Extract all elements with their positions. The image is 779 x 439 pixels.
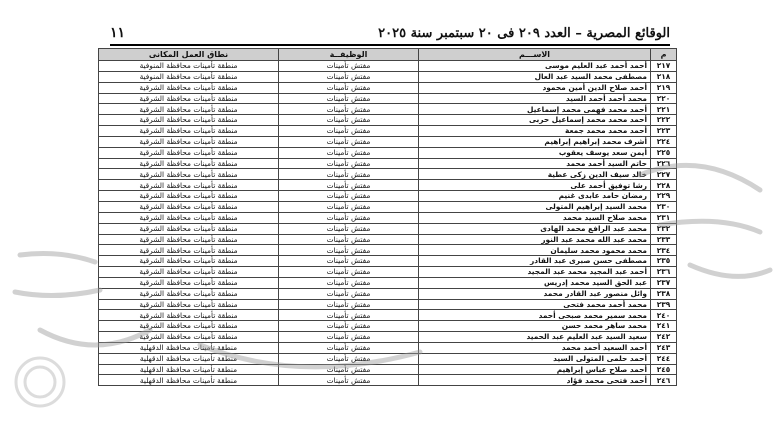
column-header-job: الوظيفــة	[279, 49, 419, 61]
table-row	[99, 288, 677, 299]
employee-name: محمد محمود محمد سليمان	[419, 245, 651, 256]
row-number: ٢٤٠	[651, 310, 677, 321]
employee-name: رمضان حامد عابدى غنيم	[419, 191, 651, 202]
work-location: منطقة تأمينات محافظة الشرقية	[99, 256, 279, 267]
row-number: ٢٣١	[651, 212, 677, 223]
work-location: منطقة تأمينات محافظة الشرقية	[99, 147, 279, 158]
job-title: مفتش تأمينات	[279, 126, 419, 137]
work-location: منطقة تأمينات محافظة المنوفية	[99, 61, 279, 72]
table-row	[99, 82, 677, 93]
row-number: ٢٤٣	[651, 342, 677, 353]
table-row	[99, 158, 677, 169]
work-location: منطقة تأمينات محافظة الدقهلية	[99, 353, 279, 364]
table-header-row	[99, 49, 677, 61]
column-header-number: م	[651, 49, 677, 61]
table-row	[99, 267, 677, 278]
work-location: منطقة تأمينات محافظة الدقهلية	[99, 375, 279, 386]
job-title: مفتش تأمينات	[279, 267, 419, 278]
table-row	[99, 104, 677, 115]
employee-name: أحمد صلاح عباس إبراهيم	[419, 364, 651, 375]
employee-name: أحمد حلمى المتولى السيد	[419, 353, 651, 364]
work-location: منطقة تأمينات محافظة الشرقية	[99, 136, 279, 147]
row-number: ٢٣٤	[651, 245, 677, 256]
table-row	[99, 364, 677, 375]
row-number: ٢٢٧	[651, 169, 677, 180]
row-number: ٢٣٦	[651, 267, 677, 278]
employee-name: محمد عبد الله محمد عبد النور	[419, 234, 651, 245]
work-location: منطقة تأمينات محافظة الشرقية	[99, 299, 279, 310]
page-header	[110, 22, 670, 44]
job-title: مفتش تأمينات	[279, 299, 419, 310]
employee-name: مصطفى محمد السيد عبد العال	[419, 71, 651, 82]
header-rule	[110, 44, 670, 46]
row-number: ٢٢٤	[651, 136, 677, 147]
row-number: ٢٢٦	[651, 158, 677, 169]
table-row	[99, 136, 677, 147]
job-title: مفتش تأمينات	[279, 353, 419, 364]
work-location: منطقة تأمينات محافظة الشرقية	[99, 212, 279, 223]
table-row	[99, 353, 677, 364]
work-location: منطقة تأمينات محافظة الشرقية	[99, 288, 279, 299]
page-number: ١١	[110, 25, 126, 41]
job-title: مفتش تأمينات	[279, 169, 419, 180]
job-title: مفتش تأمينات	[279, 332, 419, 343]
table-row	[99, 321, 677, 332]
employee-name: مصطفى حسن صبرى عبد القادر	[419, 256, 651, 267]
job-title: مفتش تأمينات	[279, 158, 419, 169]
work-location: منطقة تأمينات محافظة الشرقية	[99, 104, 279, 115]
table-row	[99, 310, 677, 321]
job-title: مفتش تأمينات	[279, 136, 419, 147]
table-row	[99, 223, 677, 234]
work-location: منطقة تأمينات محافظة الشرقية	[99, 93, 279, 104]
table-row	[99, 245, 677, 256]
table-row	[99, 256, 677, 267]
employee-name: أحمد صلاح الدين أمين محمود	[419, 82, 651, 93]
row-number: ٢٢٨	[651, 180, 677, 191]
employee-name: محمد ساهر محمد حسن	[419, 321, 651, 332]
work-location: منطقة تأمينات محافظة الشرقية	[99, 158, 279, 169]
row-number: ٢٢٣	[651, 126, 677, 137]
row-number: ٢٢١	[651, 104, 677, 115]
job-title: مفتش تأمينات	[279, 115, 419, 126]
job-title: مفتش تأمينات	[279, 223, 419, 234]
table-row	[99, 277, 677, 288]
row-number: ٢٤٦	[651, 375, 677, 386]
row-number: ٢٤٥	[651, 364, 677, 375]
table-row	[99, 147, 677, 158]
job-title: مفتش تأمينات	[279, 212, 419, 223]
row-number: ٢٢٠	[651, 93, 677, 104]
employee-name: أحمد السعيد أحمد محمد	[419, 342, 651, 353]
employee-name: أحمد فتحى محمد فؤاد	[419, 375, 651, 386]
row-number: ٢٤٢	[651, 332, 677, 343]
table-row	[99, 180, 677, 191]
table-row	[99, 299, 677, 310]
employee-name: أحمد محمد محمد إسماعيل حربى	[419, 115, 651, 126]
employee-name: أحمد أحمد عبد العليم موسى	[419, 61, 651, 72]
job-title: مفتش تأمينات	[279, 342, 419, 353]
employee-name: وائل منصور عبد القادر محمد	[419, 288, 651, 299]
row-number: ٢١٩	[651, 82, 677, 93]
row-number: ٢٢٢	[651, 115, 677, 126]
employee-name: محمد أحمد أحمد السيد	[419, 93, 651, 104]
employee-name: حاتم السيد أحمد محمد	[419, 158, 651, 169]
row-number: ٢٣٣	[651, 234, 677, 245]
job-title: مفتش تأمينات	[279, 364, 419, 375]
work-location: منطقة تأمينات محافظة الشرقية	[99, 169, 279, 180]
job-title: مفتش تأمينات	[279, 147, 419, 158]
employee-name: أشرف محمد إبراهيم إبراهيم	[419, 136, 651, 147]
table-row	[99, 191, 677, 202]
row-number: ٢١٨	[651, 71, 677, 82]
work-location: منطقة تأمينات محافظة الشرقية	[99, 234, 279, 245]
gazette-title: الوقائع المصرية – العدد ٢٠٩ فى ٢٠ سبتمبر سنة ٢٠٢٥	[378, 25, 670, 41]
row-number: ٢٤١	[651, 321, 677, 332]
job-title: مفتش تأمينات	[279, 245, 419, 256]
job-title: مفتش تأمينات	[279, 375, 419, 386]
employee-name: عبد الحق السيد محمد إدريس	[419, 277, 651, 288]
row-number: ٢٣٥	[651, 256, 677, 267]
table-row	[99, 201, 677, 212]
table-row	[99, 169, 677, 180]
employee-name: أيمن سعد يوسف يعقوب	[419, 147, 651, 158]
row-number: ٢٣٨	[651, 288, 677, 299]
job-title: مفتش تأمينات	[279, 288, 419, 299]
row-number: ٢١٧	[651, 61, 677, 72]
job-title: مفتش تأمينات	[279, 256, 419, 267]
column-header-location: نطاق العمل المكانى	[99, 49, 279, 61]
row-number: ٢٢٥	[651, 147, 677, 158]
work-location: منطقة تأمينات محافظة الشرقية	[99, 310, 279, 321]
employee-name: خالد سيف الدين زكى عطية	[419, 169, 651, 180]
work-location: منطقة تأمينات محافظة الشرقية	[99, 277, 279, 288]
employee-name: محمد سمير محمد صبحى أحمد	[419, 310, 651, 321]
job-title: مفتش تأمينات	[279, 180, 419, 191]
job-title: مفتش تأمينات	[279, 201, 419, 212]
work-location: منطقة تأمينات محافظة الشرقية	[99, 201, 279, 212]
job-title: مفتش تأمينات	[279, 234, 419, 245]
job-title: مفتش تأمينات	[279, 321, 419, 332]
table-row	[99, 93, 677, 104]
work-location: منطقة تأمينات محافظة الشرقية	[99, 332, 279, 343]
table-row	[99, 61, 677, 72]
work-location: منطقة تأمينات محافظة الشرقية	[99, 82, 279, 93]
job-title: مفتش تأمينات	[279, 310, 419, 321]
work-location: منطقة تأمينات محافظة الشرقية	[99, 126, 279, 137]
work-location: منطقة تأمينات محافظة الشرقية	[99, 245, 279, 256]
employee-name: محمد عبد الرافع محمد الهادى	[419, 223, 651, 234]
table-row	[99, 212, 677, 223]
job-title: مفتش تأمينات	[279, 71, 419, 82]
job-title: مفتش تأمينات	[279, 277, 419, 288]
employee-name: رشا توفيق أحمد على	[419, 180, 651, 191]
employee-name: أحمد عبد المجيد محمد عبد المجيد	[419, 267, 651, 278]
work-location: منطقة تأمينات محافظة الشرقية	[99, 191, 279, 202]
work-location: منطقة تأمينات محافظة الشرقية	[99, 223, 279, 234]
column-header-name: الاســـم	[419, 49, 651, 61]
employee-name: أحمد محمد محمد جمعة	[419, 126, 651, 137]
work-location: منطقة تأمينات محافظة الشرقية	[99, 115, 279, 126]
employee-name: أحمد محمد فهمى محمد إسماعيل	[419, 104, 651, 115]
work-location: منطقة تأمينات محافظة المنوفية	[99, 71, 279, 82]
work-location: منطقة تأمينات محافظة الشرقية	[99, 180, 279, 191]
work-location: منطقة تأمينات محافظة الدقهلية	[99, 342, 279, 353]
job-title: مفتش تأمينات	[279, 82, 419, 93]
job-title: مفتش تأمينات	[279, 104, 419, 115]
job-title: مفتش تأمينات	[279, 191, 419, 202]
row-number: ٢٣٠	[651, 201, 677, 212]
table-row	[99, 342, 677, 353]
row-number: ٢٤٤	[651, 353, 677, 364]
table-row	[99, 115, 677, 126]
employee-name: محمد أحمد محمد فتحى	[419, 299, 651, 310]
employee-name: محمد صلاح السيد محمد	[419, 212, 651, 223]
table-row	[99, 234, 677, 245]
row-number: ٢٣٢	[651, 223, 677, 234]
table-row	[99, 71, 677, 82]
work-location: منطقة تأمينات محافظة الدقهلية	[99, 364, 279, 375]
work-location: منطقة تأمينات محافظة الشرقية	[99, 267, 279, 278]
table-row	[99, 375, 677, 386]
row-number: ٢٣٧	[651, 277, 677, 288]
employee-name: سعيد السيد عبد العليم عبد الحميد	[419, 332, 651, 343]
job-title: مفتش تأمينات	[279, 93, 419, 104]
row-number: ٢٢٩	[651, 191, 677, 202]
job-title: مفتش تأمينات	[279, 61, 419, 72]
table-row	[99, 332, 677, 343]
row-number: ٢٣٩	[651, 299, 677, 310]
work-location: منطقة تأمينات محافظة الشرقية	[99, 321, 279, 332]
table-row	[99, 126, 677, 137]
employee-name: محمد السيد إبراهيم المتولى	[419, 201, 651, 212]
employee-table	[98, 48, 677, 386]
